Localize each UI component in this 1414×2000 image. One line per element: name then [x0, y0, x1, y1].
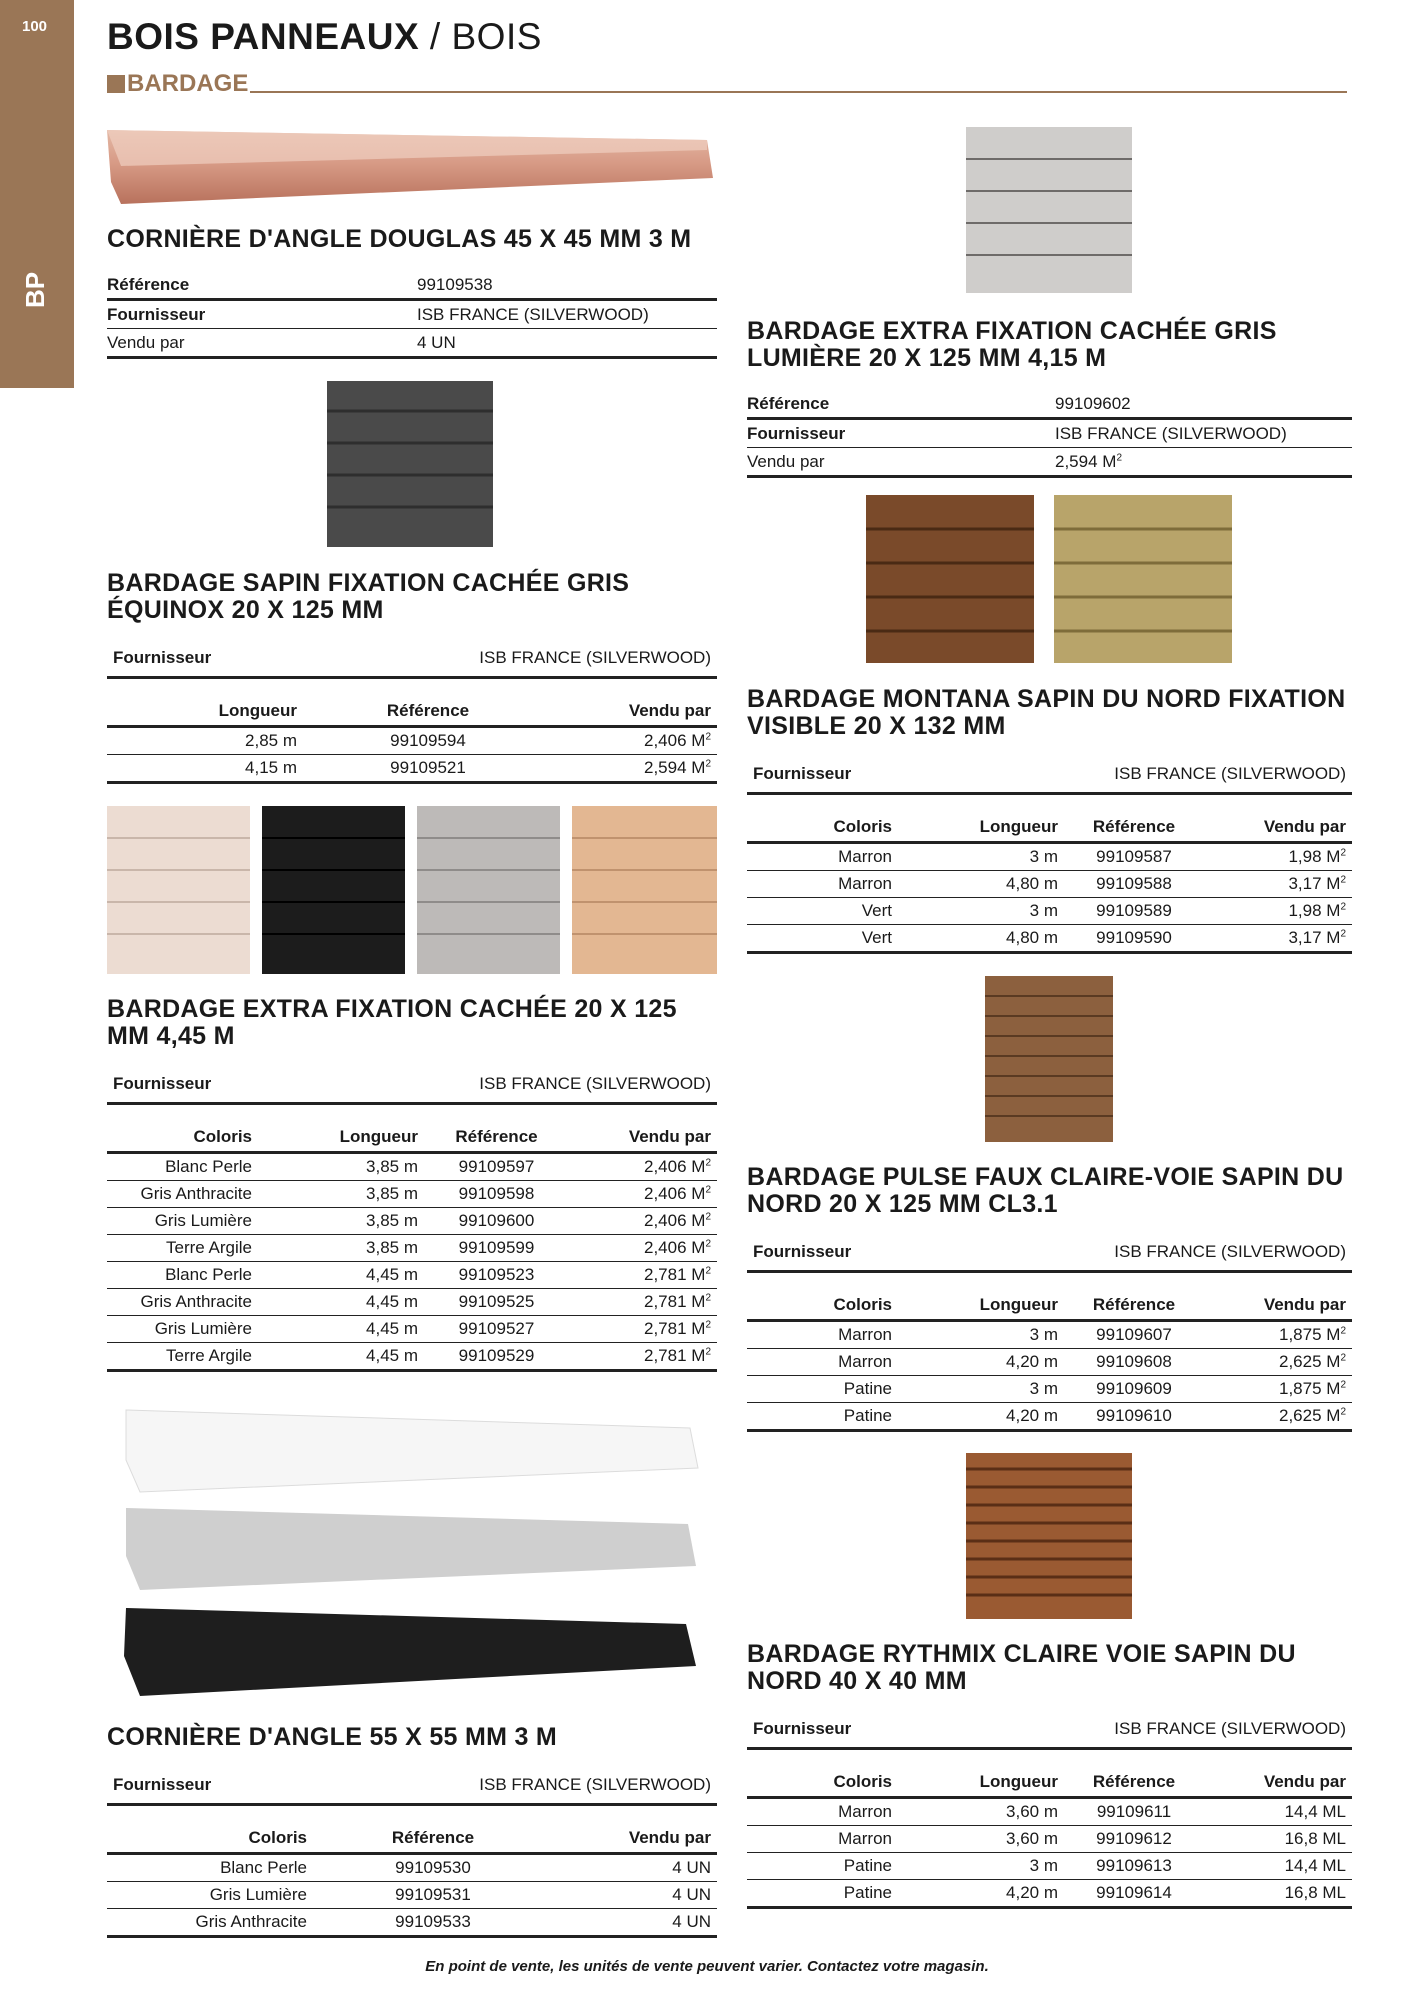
cell-longueur: 4,45 m — [258, 1262, 424, 1289]
variants-table — [747, 813, 1352, 954]
product-title: BARDAGE EXTRA FIXATION CACHÉE GRIS LUMIÈRE 20 X 125 MM 4,15 M — [747, 317, 1277, 372]
value-fournisseur: ISB FRANCE (SILVERWOOD) — [479, 1074, 711, 1093]
table-row — [747, 843, 1352, 871]
cell-coloris: Blanc Perle — [107, 1262, 258, 1289]
col-longueur: Longueur — [107, 697, 303, 727]
value-reference: 99109538 — [417, 271, 717, 300]
col-reference: Référence — [1064, 1291, 1210, 1321]
col-longueur: Longueur — [898, 1768, 1064, 1798]
cell-vendu: 4 UN — [559, 1854, 717, 1882]
product-corniere-douglas — [107, 226, 717, 359]
cell-reference: 99109614 — [1064, 1880, 1210, 1908]
value-fournisseur: ISB FRANCE (SILVERWOOD) — [1114, 1719, 1346, 1738]
product-title: CORNIÈRE D'ANGLE 55 X 55 MM 3 M — [107, 1723, 558, 1751]
product-title: CORNIÈRE D'ANGLE DOUGLAS 45 X 45 MM 3 M — [107, 225, 692, 253]
table-row — [107, 1208, 717, 1235]
supplier-row — [107, 1070, 717, 1105]
value-reference: 99109602 — [1055, 390, 1352, 419]
variants-table — [107, 1824, 717, 1938]
cell-coloris: Gris Anthracite — [107, 1909, 313, 1937]
product-image-montana — [866, 495, 1232, 663]
section-square-icon — [107, 75, 125, 93]
cell-longueur: 4,45 m — [258, 1343, 424, 1371]
cell-reference: 99109533 — [313, 1909, 559, 1937]
product-spec-table — [747, 390, 1352, 478]
cell-coloris: Marron — [747, 1349, 898, 1376]
col-reference: Référence — [424, 1123, 575, 1153]
cell-vendu: 1,98 $M^2$ — [1210, 898, 1352, 925]
label-reference: Référence — [107, 271, 417, 300]
product-corniere-55 — [107, 1724, 717, 1938]
table-row — [747, 1880, 1352, 1908]
cell-longueur: 3,60 m — [898, 1798, 1064, 1826]
cell-longueur: 3 m — [898, 898, 1064, 925]
cell-reference: 99109612 — [1064, 1826, 1210, 1853]
col-coloris: Coloris — [747, 813, 898, 843]
cell-longueur: 4,20 m — [898, 1403, 1064, 1431]
cell-coloris: Patine — [747, 1376, 898, 1403]
cell-longueur: 4,20 m — [898, 1880, 1064, 1908]
col-vendu-par: Vendu par — [1210, 1291, 1352, 1321]
cell-vendu: 2,406 $M^2$ — [575, 1181, 717, 1208]
cell-vendu: 1,98 $M^2$ — [1210, 843, 1352, 871]
cell-reference: 99109529 — [424, 1343, 575, 1371]
cell-coloris: Gris Lumière — [107, 1316, 258, 1343]
product-montana — [747, 686, 1352, 954]
supplier-row — [107, 1771, 717, 1806]
section-code: BP — [20, 271, 50, 308]
cell-longueur: 3,85 m — [258, 1208, 424, 1235]
table-row — [107, 1181, 717, 1208]
supplier-row — [747, 760, 1352, 795]
cell-reference: 99109600 — [424, 1208, 575, 1235]
product-image-pulse — [985, 976, 1113, 1142]
cell-coloris: Patine — [747, 1880, 898, 1908]
cell-reference: 99109613 — [1064, 1853, 1210, 1880]
cell-vendu: 16,8 ML — [1210, 1826, 1352, 1853]
value-fournisseur: ISB FRANCE (SILVERWOOD) — [417, 300, 717, 329]
product-image-corniere-55 — [120, 1400, 710, 1710]
table-row — [747, 1798, 1352, 1826]
cell-vendu: 2,781 $M^2$ — [575, 1262, 717, 1289]
cell-vendu: 2,406 $M^2$ — [575, 1235, 717, 1262]
col-coloris: Coloris — [747, 1768, 898, 1798]
product-title: BARDAGE MONTANA SAPIN DU NORD FIXATION VISIBLE 20 X 132 MM — [747, 685, 1346, 740]
variants-table — [107, 697, 717, 784]
product-image-gris-equinox — [327, 381, 493, 547]
cell-coloris: Vert — [747, 898, 898, 925]
cell-coloris: Marron — [747, 1798, 898, 1826]
table-row — [107, 1909, 717, 1937]
section-tab — [0, 0, 74, 388]
cell-vendu: 1,875 $M^2$ — [1210, 1321, 1352, 1349]
cell-vendu: 2,781 $M^2$ — [575, 1343, 717, 1371]
label-fournisseur: Fournisseur — [113, 1775, 212, 1794]
cell-reference: 99109599 — [424, 1235, 575, 1262]
cell-vendu: 1,875 $M^2$ — [1210, 1376, 1352, 1403]
cell-longueur: 3 m — [898, 1376, 1064, 1403]
label-fournisseur: Fournisseur — [753, 1242, 852, 1261]
cell-longueur: 3,60 m — [898, 1826, 1064, 1853]
col-coloris: Coloris — [747, 1291, 898, 1321]
table-row — [747, 1321, 1352, 1349]
cell-reference: 99109530 — [313, 1854, 559, 1882]
cell-vendu: 3,17 $M^2$ — [1210, 871, 1352, 898]
cell-longueur: 3 m — [898, 1853, 1064, 1880]
variants-table — [107, 1123, 717, 1372]
cell-reference: 99109610 — [1064, 1403, 1210, 1431]
cell-reference: 99109611 — [1064, 1798, 1210, 1826]
cell-vendu: 2,625 $M^2$ — [1210, 1349, 1352, 1376]
label-vendu-par: Vendu par — [747, 448, 1055, 477]
cell-longueur: 4,45 m — [258, 1289, 424, 1316]
table-row — [747, 1376, 1352, 1403]
cell-vendu: 2,781 $M^2$ — [575, 1316, 717, 1343]
cell-coloris: Terre Argile — [107, 1343, 258, 1371]
cell-coloris: Patine — [747, 1853, 898, 1880]
product-rythmix — [747, 1641, 1352, 1909]
label-fournisseur: Fournisseur — [753, 1719, 852, 1738]
col-coloris: Coloris — [107, 1824, 313, 1854]
cell-reference: 99109590 — [1064, 925, 1210, 953]
table-row — [107, 1235, 717, 1262]
table-row — [747, 925, 1352, 953]
table-row — [107, 727, 717, 755]
cell-coloris: Gris Lumière — [107, 1208, 258, 1235]
table-row — [747, 1403, 1352, 1431]
table-row — [107, 755, 717, 783]
value-fournisseur: ISB FRANCE (SILVERWOOD) — [1055, 419, 1352, 448]
table-row — [107, 1153, 717, 1181]
table-row — [747, 1853, 1352, 1880]
table-row — [107, 1854, 717, 1882]
col-reference: Référence — [303, 697, 559, 727]
product-image-corniere-douglas — [107, 126, 715, 208]
label-reference: Référence — [747, 390, 1055, 419]
product-title: BARDAGE SAPIN FIXATION CACHÉE GRIS ÉQUINOX 20 X 125 MM — [107, 569, 630, 624]
cell-vendu: 2,406 $M^2$ — [559, 727, 717, 755]
table-row — [747, 898, 1352, 925]
page-title-main: BOIS PANNEAUX — [107, 16, 420, 57]
cell-coloris: Patine — [747, 1403, 898, 1431]
cell-coloris: Marron — [747, 1826, 898, 1853]
table-row — [747, 1349, 1352, 1376]
cell-coloris: Blanc Perle — [107, 1153, 258, 1181]
table-row — [107, 1882, 717, 1909]
cell-reference: 99109525 — [424, 1289, 575, 1316]
label-fournisseur: Fournisseur — [747, 419, 1055, 448]
table-row — [107, 1262, 717, 1289]
cell-reference: 99109608 — [1064, 1349, 1210, 1376]
cell-coloris: Gris Lumière — [107, 1882, 313, 1909]
value-vendu-par: 2,594 $M^2$ — [1055, 448, 1352, 477]
cell-longueur: 4,20 m — [898, 1349, 1064, 1376]
cell-reference: 99109598 — [424, 1181, 575, 1208]
cell-coloris: Vert — [747, 925, 898, 953]
cell-longueur: 4,45 m — [258, 1316, 424, 1343]
col-vendu-par: Vendu par — [1210, 813, 1352, 843]
product-pulse — [747, 1164, 1352, 1432]
cell-coloris: Gris Anthracite — [107, 1181, 258, 1208]
table-row — [747, 1826, 1352, 1853]
cell-coloris: Blanc Perle — [107, 1854, 313, 1882]
col-vendu-par: Vendu par — [559, 697, 717, 727]
cell-vendu: 2,406 $M^2$ — [575, 1208, 717, 1235]
value-fournisseur: ISB FRANCE (SILVERWOOD) — [1114, 764, 1346, 783]
section-header — [107, 72, 248, 96]
cell-longueur: 3,85 m — [258, 1235, 424, 1262]
table-row — [107, 1289, 717, 1316]
product-gris-lumiere — [747, 318, 1352, 478]
cell-reference: 99109588 — [1064, 871, 1210, 898]
cell-vendu: 16,8 ML — [1210, 1880, 1352, 1908]
col-longueur: Longueur — [898, 813, 1064, 843]
supplier-row — [747, 1715, 1352, 1750]
table-row — [107, 1316, 717, 1343]
section-label: BARDAGE — [127, 70, 249, 97]
cell-longueur: 3 m — [898, 843, 1064, 871]
cell-vendu: 3,17 $M^2$ — [1210, 925, 1352, 953]
product-image-extra-swatches — [107, 806, 717, 974]
cell-reference: 99109607 — [1064, 1321, 1210, 1349]
cell-reference: 99109527 — [424, 1316, 575, 1343]
cell-reference: 99109589 — [1064, 898, 1210, 925]
supplier-row — [747, 1238, 1352, 1273]
cell-longueur: 3,85 m — [258, 1181, 424, 1208]
cell-reference: 99109597 — [424, 1153, 575, 1181]
label-fournisseur: Fournisseur — [107, 300, 417, 329]
cell-vendu: 2,781 $M^2$ — [575, 1289, 717, 1316]
label-fournisseur: Fournisseur — [113, 1074, 212, 1093]
table-row — [747, 871, 1352, 898]
product-spec-table — [107, 271, 717, 359]
cell-reference: 99109594 — [303, 727, 559, 755]
product-gris-equinox — [107, 570, 717, 784]
cell-vendu: 2,406 $M^2$ — [575, 1153, 717, 1181]
col-vendu-par: Vendu par — [559, 1824, 717, 1854]
cell-longueur: 3 m — [898, 1321, 1064, 1349]
cell-reference: 99109521 — [303, 755, 559, 783]
cell-coloris: Gris Anthracite — [107, 1289, 258, 1316]
value-vendu-par: 4 UN — [417, 329, 717, 358]
label-fournisseur: Fournisseur — [753, 764, 852, 783]
cell-reference: 99109523 — [424, 1262, 575, 1289]
variants-table — [747, 1768, 1352, 1909]
cell-vendu: 14,4 ML — [1210, 1853, 1352, 1880]
cell-reference: 99109609 — [1064, 1376, 1210, 1403]
cell-reference: 99109587 — [1064, 843, 1210, 871]
cell-longueur: 2,85 m — [107, 727, 303, 755]
cell-reference: 99109531 — [313, 1882, 559, 1909]
supplier-row — [107, 644, 717, 679]
cell-longueur: 4,80 m — [898, 871, 1064, 898]
product-extra-fixation — [107, 996, 717, 1372]
col-longueur: Longueur — [898, 1291, 1064, 1321]
cell-coloris: Marron — [747, 843, 898, 871]
cell-vendu: 14,4 ML — [1210, 1798, 1352, 1826]
product-image-gris-lumiere — [966, 127, 1132, 293]
cell-longueur: 4,15 m — [107, 755, 303, 783]
col-longueur: Longueur — [258, 1123, 424, 1153]
cell-coloris: Terre Argile — [107, 1235, 258, 1262]
cell-vendu: 2,594 $M^2$ — [559, 755, 717, 783]
cell-coloris: Marron — [747, 1321, 898, 1349]
cell-longueur: 4,80 m — [898, 925, 1064, 953]
col-vendu-par: Vendu par — [575, 1123, 717, 1153]
cell-vendu: 4 UN — [559, 1882, 717, 1909]
col-coloris: Coloris — [107, 1123, 258, 1153]
page-title — [107, 16, 542, 58]
cell-longueur: 3,85 m — [258, 1153, 424, 1181]
section-divider — [250, 91, 1347, 93]
label-fournisseur: Fournisseur — [113, 648, 212, 667]
variants-table — [747, 1291, 1352, 1432]
value-fournisseur: ISB FRANCE (SILVERWOOD) — [479, 1775, 711, 1794]
value-fournisseur: ISB FRANCE (SILVERWOOD) — [1114, 1242, 1346, 1261]
footer-note: En point de vente, les unités de vente peuvent varier. Contactez votre magasin. — [425, 1958, 989, 1975]
cell-vendu: 2,625 $M^2$ — [1210, 1403, 1352, 1431]
label-vendu-par: Vendu par — [107, 329, 417, 358]
product-image-rythmix — [966, 1453, 1132, 1619]
value-fournisseur: ISB FRANCE (SILVERWOOD) — [479, 648, 711, 667]
product-title: BARDAGE RYTHMIX CLAIRE VOIE SAPIN DU NORD 40 X 40 MM — [747, 1640, 1296, 1695]
col-reference: Référence — [313, 1824, 559, 1854]
col-vendu-par: Vendu par — [1210, 1768, 1352, 1798]
col-reference: Référence — [1064, 813, 1210, 843]
cell-vendu: 4 UN — [559, 1909, 717, 1937]
page-title-sub: / BOIS — [429, 16, 542, 57]
table-row — [107, 1343, 717, 1371]
col-reference: Référence — [1064, 1768, 1210, 1798]
product-title: BARDAGE EXTRA FIXATION CACHÉE 20 X 125 MM 4,45 M — [107, 995, 677, 1050]
cell-coloris: Marron — [747, 871, 898, 898]
page-number: 100 — [22, 18, 48, 35]
product-title: BARDAGE PULSE FAUX CLAIRE-VOIE SAPIN DU NORD 20 X 125 MM CL3.1 — [747, 1163, 1344, 1218]
